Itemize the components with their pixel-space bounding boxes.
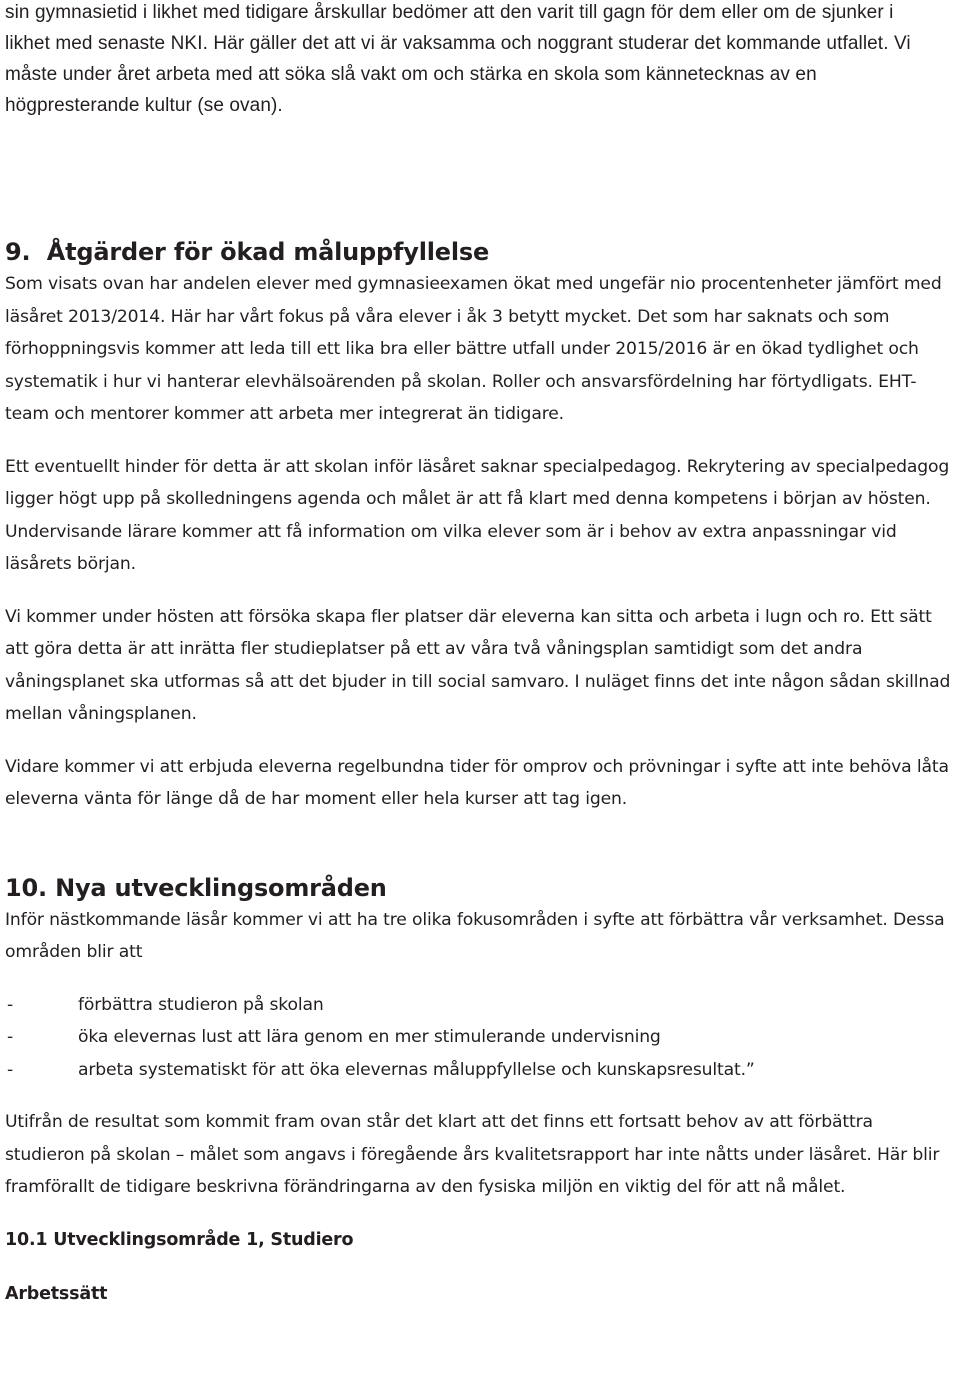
focus-area-list: [5, 989, 957, 1087]
section-10: [5, 872, 957, 1204]
list-item: [5, 1021, 957, 1054]
section-9-paragraph-4: Vidare kommer vi att erbjuda eleverna regelbundna tider för omprov och prövningar i syfte att inte behöva låta eleverna vänta för länge då de har moment eller hela kurser att tag igen.: [5, 756, 949, 809]
section-10-closing: Utifrån de resultat som kommit fram ovan står det klart att det finns ett fortsatt behov av att förbättra studieron på skolan – målet som angavs i föregående års kvalitetsrapport har inte nåtts under läsåret. Här blir framförallt de tidigare beskrivna förändringarna av den fysiska miljön en viktig del för att nå målet.: [5, 1112, 940, 1197]
section-9-paragraph-2: Ett eventuellt hinder för detta är att skolan inför läsåret saknar specialpedagog. Rekrytering av specialpedagog ligger högt upp på skolledningens agenda och målet är att få klart med denna kompetens i början av hösten. Undervisande lärare kommer att få information om vilka elever som är i behov av extra anpassningar vid läsårets början.: [5, 456, 950, 574]
section-9-paragraph-1: Som visats ovan har andelen elever med gymnasieexamen ökat med ungefär nio procentenheter jämfört med läsåret 2013/2014. Här har vårt fokus på våra elever i åk 3 betytt mycket. Det som har saknats och som förhoppningsvis kommer att leda till ett lika bra eller bättre utfall under 2015/2016 är en ökad tydlighet och systematik i hur vi hanterar elevhälsoärenden på skolan. Roller och ansvarsfördelning har förtydligats. EHT-team och mentorer kommer att arbeta mer integrerat än tidigare.: [5, 274, 942, 424]
section-9: [5, 236, 957, 816]
intro-paragraph: sin gymnasietid i likhet med tidigare årskullar bedömer att den varit till gagn för dem eller om de sjunker i likhet med senaste NKI. Här gäller det att vi är vaksamma och noggrant studerar det kommande utfallet. Vi måste under året arbeta med att söka slå vakt om och stärka en skola som kännetecknas av en högpresterande kultur (se ovan).: [5, 2, 911, 116]
section-10-intro: Inför nästkommande läsår kommer vi att ha tre olika fokusområden i syfte att förbättra vår verksamhet. Dessa områden blir att: [5, 909, 945, 962]
list-item-text: arbeta systematiskt för att öka elevernas måluppfyllelse och kunskapsresultat.”: [78, 1059, 755, 1080]
list-item: [5, 989, 957, 1022]
list-item: [5, 1054, 957, 1087]
section-10-1: [5, 1226, 957, 1308]
list-dash: -: [7, 994, 14, 1015]
section-9-paragraph-3: Vi kommer under hösten att försöka skapa fler platser där eleverna kan sitta och arbeta i lugn och ro. Ett sätt att göra detta är att inrätta fler studieplatser på ett av våra två våningsplan samtidigt som det andra våningsplanet ska utformas så att det bjuder in till social samvaro. I nuläget finns det inte någon sådan skillnad mellan våningsplanen.: [5, 606, 951, 724]
list-dash: -: [7, 1059, 14, 1080]
arbetssatt-subheading: Arbetssätt: [5, 1283, 108, 1304]
list-item-text: förbättra studieron på skolan: [78, 994, 324, 1015]
document-page: [5, 0, 957, 1308]
section-10-1-heading: 10.1 Utvecklingsområde 1, Studiero: [5, 1229, 354, 1250]
list-item-text: öka elevernas lust att lära genom en mer stimulerande undervisning: [78, 1027, 661, 1047]
section-10-heading: 10. Nya utvecklingsområden: [5, 873, 387, 902]
intro-section: [5, 0, 957, 121]
section-9-heading: 9. Åtgärder för ökad måluppfyllelse: [5, 238, 490, 266]
list-dash: -: [7, 1027, 14, 1047]
